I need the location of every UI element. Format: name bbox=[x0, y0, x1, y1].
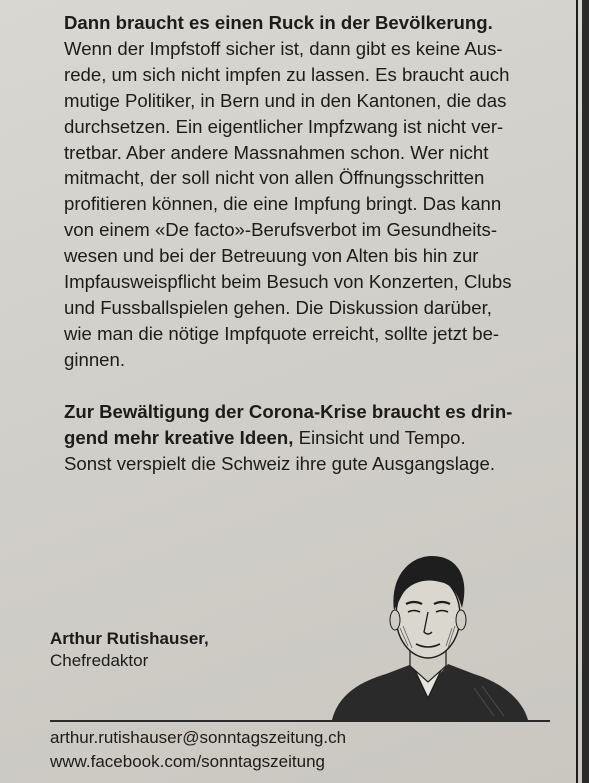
paragraph-1-line: wesen und bei der Betreuung von Alten bis hin zur bbox=[64, 245, 479, 267]
paragraph-1-line: mitmacht, der soll nicht von allen Öffnungsschritten bbox=[64, 167, 485, 189]
paragraph-1 bbox=[64, 10, 569, 373]
paragraph-2-line2-rest: Einsicht und Tempo. bbox=[293, 426, 466, 448]
paragraph-2-lead-line1: Zur Bewältigung der Corona-Krise braucht es drin- bbox=[64, 400, 513, 422]
paragraph-1-lead: Dann braucht es einen Ruck in der Bevölkerung. bbox=[64, 12, 493, 33]
paragraph-1-line: wie man die nötige Impfquote erreicht, sollte jetzt be- bbox=[64, 322, 500, 344]
paragraph-1-line: ginnen. bbox=[64, 348, 126, 370]
paragraph-1-line: und Fussballspielen gehen. Die Diskussion darüber, bbox=[64, 296, 492, 318]
paragraph-1-line: mutige Politiker, in Bern und in den Kantonen, die das bbox=[64, 89, 507, 111]
paragraph-1-line: tretbar. Aber andere Massnahmen schon. Wer nicht bbox=[64, 141, 489, 163]
paragraph-1-line: rede, um sich nicht impfen zu lassen. Es braucht auch bbox=[64, 63, 510, 85]
author-portrait-illustration bbox=[324, 548, 532, 720]
column-rule bbox=[576, 0, 578, 783]
author-name: Arthur Rutishauser, bbox=[50, 629, 209, 648]
contact-info bbox=[50, 726, 346, 774]
author-title: Chefredaktor bbox=[50, 651, 149, 670]
paragraph-1-line: durchsetzen. Ein eigentlicher Impfzwang ist nicht ver- bbox=[64, 115, 504, 137]
paragraph-1-line: Impfausweispflicht beim Besuch von Konzerten, Clubs bbox=[64, 271, 512, 293]
paragraph-1-line: Wenn der Impfstoff sicher ist, dann gibt es keine Aus- bbox=[64, 37, 503, 59]
facebook-link: www.facebook.com/sonntagszeitung bbox=[50, 752, 325, 771]
paragraph-1-line: von einem «De facto»-Berufsverbot im Gesundheits- bbox=[64, 219, 498, 241]
paragraph-2-lead-line2: gend mehr kreative Ideen, bbox=[64, 426, 294, 448]
author-byline bbox=[50, 628, 209, 672]
article-body bbox=[64, 10, 569, 476]
divider bbox=[50, 720, 550, 722]
paragraph-2-line3: Sonst verspielt die Schweiz ihre gute Ausgangslage. bbox=[64, 452, 496, 474]
paragraph-2 bbox=[64, 399, 569, 477]
paragraph-1-line: profitieren können, die eine Impfung bringt. Das kann bbox=[64, 193, 502, 215]
paragraph-gap bbox=[64, 373, 569, 399]
author-email: arthur.rutishauser@sonntagszeitung.ch bbox=[50, 728, 347, 747]
